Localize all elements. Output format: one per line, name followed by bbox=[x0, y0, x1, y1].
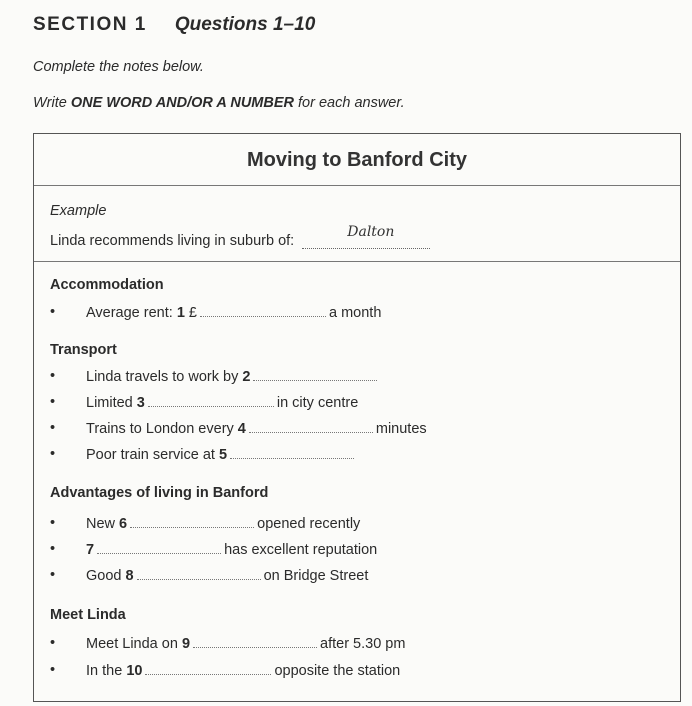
bullet: • bbox=[50, 515, 56, 531]
example-section bbox=[34, 186, 680, 262]
answer-blank-4[interactable] bbox=[249, 420, 373, 433]
q7-suffix: has excellent reputation bbox=[224, 542, 378, 558]
answer-blank-9[interactable] bbox=[193, 635, 317, 648]
question-number-10: 10 bbox=[126, 663, 143, 679]
example-label: Example bbox=[50, 203, 107, 219]
bullet: • bbox=[50, 662, 56, 678]
question-number-9: 9 bbox=[181, 636, 191, 652]
bullet: • bbox=[50, 368, 56, 384]
heading-meet-linda: Meet Linda bbox=[50, 607, 126, 623]
q4-prefix: Trains to London every bbox=[86, 421, 238, 437]
q4-suffix: minutes bbox=[375, 421, 427, 437]
example-answer-blank bbox=[302, 224, 430, 249]
instruction-word-limit bbox=[33, 95, 405, 111]
question-number-3: 3 bbox=[136, 395, 145, 411]
question-number-2: 2 bbox=[242, 369, 251, 385]
q8-prefix: Good bbox=[86, 568, 126, 584]
q1-suffix: a month bbox=[329, 305, 382, 321]
question-number-7: 7 bbox=[86, 542, 95, 558]
q9-suffix: after 5.30 pm bbox=[320, 636, 406, 652]
bullet: • bbox=[50, 420, 56, 436]
answer-blank-5[interactable] bbox=[230, 446, 354, 459]
example-line bbox=[50, 224, 430, 249]
q10-suffix: opposite the station bbox=[274, 663, 401, 679]
bullet: • bbox=[50, 394, 56, 410]
q1-prefix: Average rent: bbox=[86, 305, 177, 321]
question-number-6: 6 bbox=[119, 516, 128, 532]
q2-prefix: Linda travels to work by bbox=[86, 369, 243, 385]
q5-prefix: Poor train service at bbox=[86, 447, 219, 463]
instruction-pre: Write bbox=[33, 95, 71, 111]
answer-blank-1[interactable] bbox=[200, 304, 326, 317]
example-answer: Dalton bbox=[347, 224, 395, 240]
question-number-8: 8 bbox=[125, 568, 134, 584]
example-text: Linda recommends living in suburb of: bbox=[50, 233, 295, 249]
instruction-bold: ONE WORD AND/OR A NUMBER bbox=[70, 95, 294, 111]
heading-accommodation: Accommodation bbox=[50, 277, 164, 293]
bullet: • bbox=[50, 567, 56, 583]
bullet: • bbox=[50, 446, 56, 462]
instruction-complete-notes: Complete the notes below. bbox=[33, 59, 204, 75]
notes-box bbox=[33, 133, 681, 702]
q6-prefix: New bbox=[86, 516, 120, 532]
heading-advantages: Advantages of living in Banford bbox=[50, 485, 269, 501]
q6-suffix: opened recently bbox=[257, 516, 361, 532]
question-number-5: 5 bbox=[218, 447, 228, 463]
q8-suffix: on Bridge Street bbox=[263, 568, 369, 584]
question-number-4: 4 bbox=[237, 421, 246, 437]
q9-prefix: Meet Linda on bbox=[86, 636, 182, 652]
q1-currency: £ bbox=[184, 305, 197, 321]
bullet: • bbox=[50, 541, 56, 557]
q10-prefix: In the bbox=[86, 663, 127, 679]
heading-transport: Transport bbox=[50, 342, 117, 358]
answer-blank-2[interactable] bbox=[253, 368, 377, 381]
q3-prefix: Limited bbox=[86, 395, 137, 411]
instruction-post: for each answer. bbox=[294, 95, 405, 111]
bullet: • bbox=[50, 635, 56, 651]
section-label: SECTION 1 bbox=[33, 14, 147, 35]
answer-blank-10[interactable] bbox=[145, 662, 271, 675]
answer-blank-3[interactable] bbox=[148, 394, 274, 407]
answer-blank-8[interactable] bbox=[137, 567, 261, 580]
answer-blank-7[interactable] bbox=[97, 541, 221, 554]
notes-title: Moving to Banford City bbox=[34, 134, 680, 186]
questions-range: Questions 1–10 bbox=[174, 14, 316, 35]
q3-suffix: in city centre bbox=[276, 395, 359, 411]
question-number-1: 1 bbox=[176, 305, 185, 321]
bullet: • bbox=[50, 304, 56, 320]
answer-blank-6[interactable] bbox=[130, 515, 254, 528]
section-header bbox=[33, 14, 315, 36]
